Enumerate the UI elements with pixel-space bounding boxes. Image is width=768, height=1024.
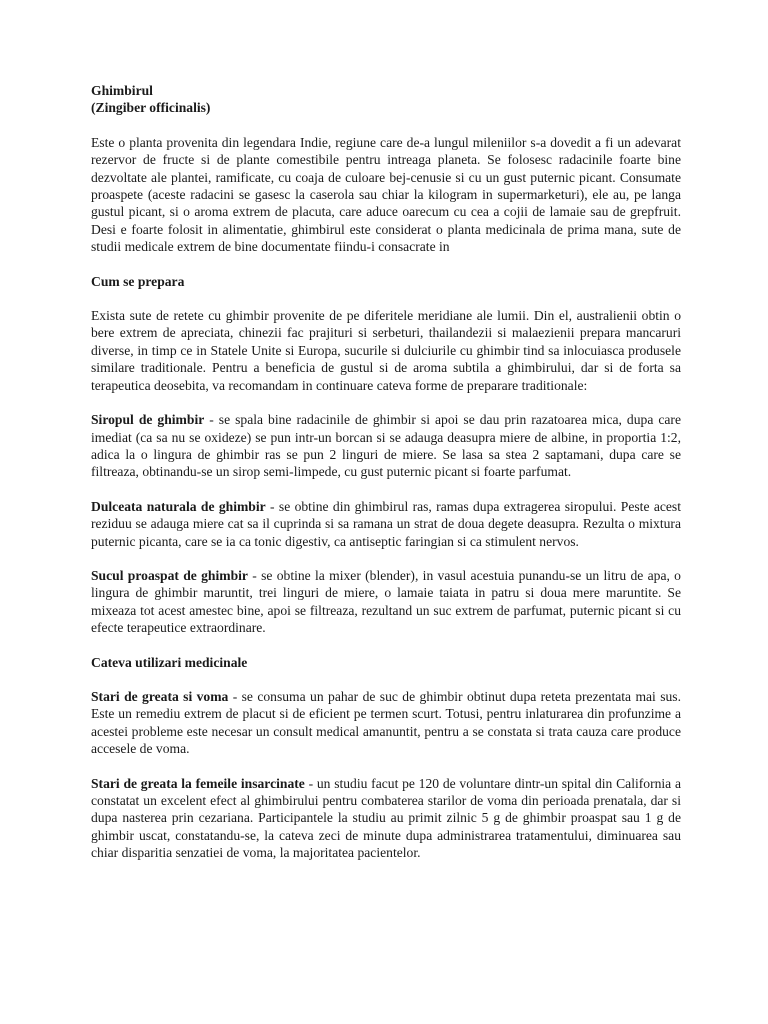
- medicinal-paragraph-pregnancy: [91, 775, 681, 862]
- medicinal-term-pregnancy: Stari de greata la femeile insarcinate: [91, 775, 305, 791]
- medicinal-text-pregnancy: - un studiu facut pe 120 de voluntare dintr-un spital din California a constatat un excelent efect al ghimbirului pentru combaterea starilor de voma din perioada prenatala, dar si dupa nasterea prin cezariana. Participantele la studiu au primit zilnic 5 g de ghimbir proaspat sau 1 g de ghimbir uscat, constatandu-se, la cateva zeci de minute dupa administrarea tratamentului, diminuarea sau chiar disparitia senzatiei de voma, la majoritatea pacientelor.: [91, 775, 681, 861]
- section-heading-medicinal: Cateva utilizari medicinale: [91, 654, 248, 670]
- recipe-paragraph-jam: [91, 498, 681, 550]
- recipe-text-jam: - se obtine din ghimbirul ras, ramas dupa extragerea siropului. Peste acest reziduu se adauga miere cat sa il cuprinda si sa ramana un strat de doua degete deasupra. Rezulta o mixtura puternic picanta, care se ia ca tonic digestiv, ca antiseptic faringian si ca stimulent nervos.: [91, 498, 682, 549]
- medicinal-paragraph-nausea: [91, 688, 681, 758]
- recipe-term-syrup: Siropul de ghimbir: [91, 412, 205, 428]
- document-page: [91, 82, 681, 879]
- preparation-intro-paragraph: Exista sute de retete cu ghimbir provenite de pe diferitele meridiane ale lumii. Din el, australienii obtin o bere extrem de apreciata, chinezii fac prajituri si serbeturi, thailandezii si malaezienii prepara mancaruri diverse, in timp ce in Statele Unite si Europa, sucurile si dulciurile cu ghimbir tind sa inlocuiasca produsele similare traditionale. Pentru a beneficia de gustul si de aroma subtila a ghimbirului, dar si de forta sa terapeutica deosebita, va recomandam in continuare cateva forme de preparare traditionale:: [91, 308, 681, 393]
- recipe-term-jam: Dulceata naturala de ghimbir: [91, 498, 266, 514]
- medicinal-text-nausea: - se consuma un pahar de suc de ghimbir obtinut dupa reteta prezentata mai sus. Este un remediu extrem de placut si de eficient pe termen scurt. Totusi, pentru inlaturarea din profunzime a acestei probleme este necesar un consult medical amanuntit, pentru a se constata si trata cauza care produce accesele de voma.: [91, 688, 681, 757]
- medicinal-term-nausea: Stari de greata si voma: [91, 688, 229, 704]
- intro-paragraph: Este o planta provenita din legendara Indie, regiune care de-a lungul mileniilor s-a dovedit a fi un adevarat rezervor de fructe si de plante comestibile pentru intreaga planeta. Se folosesc radacinile foarte bine dezvoltate ale plantei, ramificate, cu coaja de culoare bej-cenusie si cu un gust puternic picant. Consumate proaspete (aceste radacini se gasesc la caserola sau chiar la kilogram in supermarketuri), ele au, pe langa gustul picant, si o aroma extrem de placuta, care aduce oarecum cu cea a cojii de lamaie sau de grepfruit. Desi e foarte folosit in alimentatie, ghimbirul este considerat o planta medicinala de prima mana, sute de studii medicale extrem de bine documentate fiindu-i consacrate in: [91, 134, 681, 255]
- title-block: [91, 82, 681, 117]
- recipe-text-juice: - se obtine la mixer (blender), in vasul acestuia punandu-se un litru de apa, o lingura de ghimbir maruntit, trei linguri de miere, o lamaie taiata in patru si doua mere maruntite. Se mixeaza tot acest amestec bine, apoi se filtreaza, rezultand un suc extrem de parfumat, puternic picant si cu efecte terapeutice extraordinare.: [91, 567, 681, 636]
- recipe-paragraph-syrup: [91, 411, 681, 481]
- recipe-text-syrup: - se spala bine radacinile de ghimbir si apoi se dau prin razatoarea mica, dupa care imediat (ca sa nu se oxideze) se pun intr-un borcan si se adauga deasupra miere de albine, in proportia 1:2, adica la o lingura de ghimbir ras se pun 2 linguri de miere. Se lasa sa stea 2 saptamani, dupa care se filtreaza, obtinandu-se un sirop semi-limpede, cu gust puternic picant si foarte parfumat.: [91, 412, 681, 480]
- document-title: Ghimbirul: [91, 83, 153, 98]
- section-heading-preparation: Cum se prepara: [91, 273, 185, 289]
- document-subtitle: (Zingiber officinalis): [91, 100, 211, 116]
- recipe-paragraph-juice: [91, 567, 681, 637]
- recipe-term-juice: Sucul proaspat de ghimbir: [91, 567, 248, 583]
